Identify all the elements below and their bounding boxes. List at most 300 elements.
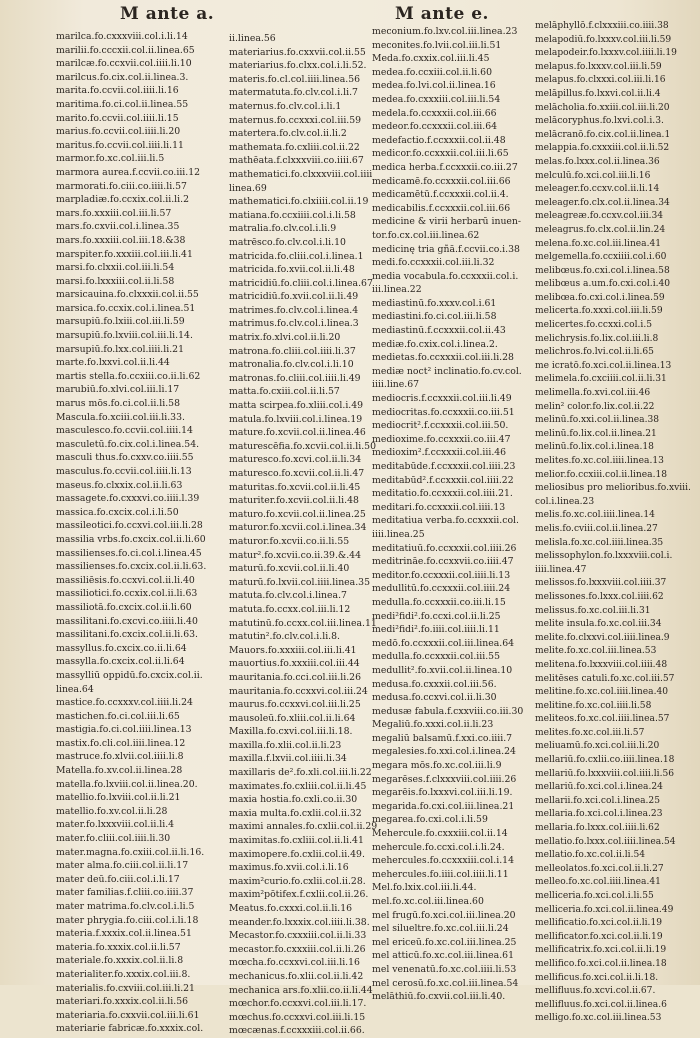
index-entry: marmorati.fo.ciii.co.iiii.li.57: [56, 180, 187, 192]
index-entry: melācholia.fo.xxiii.col.iii.li.20: [535, 102, 670, 113]
index-entry: matralia.fo.clv.col.i.li.9: [229, 223, 337, 235]
index-entry: meconites.fo.lvii.col.iii.li.51: [372, 39, 502, 51]
index-entry: meconium.fo.lxv.col.iii.linea.23: [372, 26, 518, 37]
index-entry: mellaria.fo.xci.col.i.linea.23: [535, 809, 663, 820]
index-entry: matella.fo.lxviii.col.ii.linea.20.: [56, 778, 198, 790]
index-entry: mater familias.f.cliii.co.iiii.37: [56, 887, 194, 899]
index-entry: matricidiū.fo.xvii.col.ii.li.49: [229, 291, 359, 303]
index-entry: marspiter.fo.xxxiii.col.iii.li.41: [56, 248, 193, 260]
index-entry: maturū.fo.xcvii.col.ii.li.40: [229, 563, 350, 575]
index-entry: megarea.fo.cxi.col.i.li.59: [372, 814, 488, 826]
index-entry: medeor.fo.ccxxxii.col.iii.64: [372, 121, 498, 133]
index-entry: mœcha.fo.ccxxvi.col.iii.li.16: [229, 957, 360, 969]
index-entry: mel venenatū.fo.xc.col.iiii.li.53: [372, 963, 517, 975]
index-entry: melculū.fo.xci.col.iii.li.16: [535, 170, 651, 181]
index-entry: matronalia.fo.clv.col.i.li.10: [229, 359, 354, 371]
index-entry: mœcænas.f.ccxxxiii.col.ii.66.: [229, 1025, 365, 1037]
index-entry: meander.fo.lxxxix.col.iiii.li.38.: [229, 916, 370, 928]
index-entry: maxim²curio.fo.cxlii.col.ii.28.: [229, 875, 366, 887]
index-column-1: [56, 30, 236, 1035]
index-entry: matellio.fo.lxviii.col.ii.li.21: [56, 792, 181, 804]
index-entry: massilia vrbs.fo.cxcix.col.ii.li.60: [56, 533, 206, 545]
index-entry: melinū.fo.xxi.col.ii.linea.38: [535, 415, 660, 426]
index-entry: medullit².fo.xvii.col.ii.linea.10: [372, 664, 513, 676]
index-entry: medea.fo.cxxxiii.col.iii.li.54: [372, 93, 501, 105]
index-entry: massiliotici.fo.ccxix.col.ii.li.63: [56, 588, 198, 600]
index-entry: mel ericeū.fo.xc.col.iii.linea.25: [372, 936, 517, 948]
index-entry: maximopere.fo.cxlii.col.ii.49.: [229, 848, 365, 860]
index-entry: meleagrus.fo.clx.col.ii.lin.24: [535, 224, 666, 235]
index-entry: mellifluus.fo.xcvi.col.ii.67.: [535, 986, 656, 997]
index-entry: meliuamū.fo.xci.col.iii.li.20: [535, 741, 660, 752]
index-entry: mediocris.f.ccxxxii.col.iii.li.49: [372, 393, 512, 405]
index-entry: mellificatrix.fo.xci.col.ii.li.19: [535, 945, 667, 956]
page-header-left: M ante a.: [120, 4, 215, 24]
index-entry: matuta.fo.clv.col.i.linea.7: [229, 590, 347, 602]
index-entry: melapodeir.fo.lxxxv.col.iiii.li.19: [535, 48, 677, 59]
index-entry: ii.linea.56: [229, 33, 276, 44]
index-entry: Mel.fo.lxix.col.iii.li.44.: [372, 882, 477, 894]
index-entry: melissones.fo.lxxx.col.iiii.62: [535, 591, 664, 602]
index-entry: mastix.fo.cli.col.iiii.linea.12: [56, 737, 186, 749]
index-entry: megara mōs.fo.xc.col.iii.li.9: [372, 760, 502, 772]
index-entry: medicamē.fo.ccxxxii.col.iii.66: [372, 175, 511, 187]
index-entry: medioxim².f.ccxxxii.col.iii.46: [372, 447, 507, 459]
index-entry: medea.fo.ccxiii.col.ii.li.60: [372, 66, 492, 78]
index-entry: mars.fo.cxvii.col.i.linea.35: [56, 221, 180, 233]
index-entry: mediastinū.fo.xxxv.col.i.61: [372, 297, 497, 309]
index-entry: melisla.fo.xc.col.iiii.linea.35: [535, 537, 664, 548]
index-entry: medea.fo.lvi.col.ii.linea.16: [372, 80, 496, 92]
index-entry: Maxilla.fo.cxvi.col.iii.li.18.: [229, 726, 353, 738]
index-entry: maturescēfia.fo.xcvii.col.ii.li.50: [229, 440, 377, 452]
index-column-2: [229, 32, 378, 1037]
index-entry: melāpillus.fo.lxxvi.col.ii.li.4: [535, 88, 661, 99]
index-entry: mediocrit².f.ccxxxii.col.iii.50.: [372, 420, 509, 432]
index-entry: marito.fo.ccvii.col.iiii.li.15: [56, 112, 179, 124]
index-entry: melichrysis.fo.lix.col.iii.li.8: [535, 333, 659, 344]
index-entry: matutinū.fo.ccxx.col.iii.linea.11: [229, 617, 377, 629]
index-entry: melācoryphus.fo.lxvi.col.i.3.: [535, 116, 664, 127]
index-entry: massilienses.fo.ci.col.i.linea.45: [56, 547, 202, 559]
index-entry: mature.fo.xcvii.col.ii.linea.46: [229, 427, 366, 439]
index-entry: megaliū balsamū.f.xxi.co.iiii.7: [372, 732, 513, 744]
index-entry: melena.fo.xc.col.iii.linea.41: [535, 238, 662, 249]
index-entry: mellariū.fo.lxxxviii.col.iiii.li.56: [535, 768, 675, 779]
index-entry: mathematici.fo.clxxxviii.col.iiii: [229, 168, 373, 180]
index-entry: mars.fo.xxxiii.col.iii.18.&38: [56, 234, 186, 246]
index-entry: maximi annales.fo.cxlii.col.ii.29: [229, 821, 378, 833]
index-entry: melapodiū.fo.lxxxv.col.iii.li.59: [535, 34, 672, 45]
index-entry: mater.magna.fo.cxiii.col.ii.li.16.: [56, 846, 205, 858]
index-entry: melliceria.fo.xci.col.i.li.55: [535, 891, 654, 901]
index-entry: medioxime.fo.ccxxxii.co.iii.47: [372, 433, 511, 445]
index-entry: mater matrima.fo.clv.col.i.li.5: [56, 901, 195, 912]
index-entry: mellificus.fo.xci.col.ii.li.18.: [535, 972, 659, 983]
index-entry: melitine.fo.xc.col.iiii.li.58: [535, 700, 652, 711]
index-entry: melicertes.fo.ccxxi.col.i.5: [535, 320, 653, 331]
index-entry: maturor.fo.xcvii.col.i.linea.34: [229, 522, 367, 534]
index-entry: mechanicus.fo.xlii.col.ii.li.42: [229, 970, 364, 982]
index-entry: medulla.fo.ccxxxii.col.iii.55: [372, 651, 501, 663]
index-entry: maturo.fo.xcvii.col.ii.linea.25: [229, 508, 366, 520]
index-entry: mehercule.fo.ccxi.col.i.li.24.: [372, 841, 505, 853]
index-entry: Meatus.fo.cxxxi.col.ii.li.16: [229, 903, 353, 914]
index-entry: mel.fo.xc.col.iii.linea.60: [372, 896, 484, 907]
index-entry: massylla.fo.cxcix.col.ii.li.64: [56, 656, 185, 668]
index-entry: massiliēsis.fo.ccxvi.col.ii.li.40: [56, 574, 195, 586]
index-entry: medicabilis.f.ccxxxii.col.iii.66: [372, 202, 511, 214]
index-entry: massiliotā.fo.cxcix.col.ii.li.60: [56, 601, 192, 613]
index-entry: mellariū.fo.cxlii.co.iiii.linea.18: [535, 755, 675, 766]
index-entry: mauortius.fo.xxxiii.col.iii.44: [229, 658, 360, 670]
index-entry: massileotici.fo.ccxvi.col.iii.li.28: [56, 520, 203, 532]
index-entry: materiale.fo.xxxix.col.ii.li.8: [56, 955, 184, 967]
index-entry: matta.fo.cxiii.col.ii.li.57: [229, 386, 340, 398]
index-entry: Mehercule.fo.cxxxiii.col.ii.14: [372, 828, 508, 840]
index-entry: megarēses.f.clxxxviii.col.iiii.26: [372, 773, 517, 785]
index-entry: medi²fidi².fo.ccxi.col.ii.li.25: [372, 610, 501, 622]
index-entry: medicine & virii herbarū inuen-: [372, 216, 522, 228]
index-entry: marsi.fo.clxxii.col.iii.li.54: [56, 262, 175, 274]
index-entry: matellio.fo.xv.col.ii.li.28: [56, 805, 168, 817]
index-entry: medusa.fo.ccxvi.col.ii.li.30: [372, 692, 497, 704]
index-entry: melicerta.fo.xxxi.col.iii.li.59: [535, 306, 663, 317]
index-entry: mellifico.fo.xci.col.ii.linea.18: [535, 958, 667, 969]
index-entry: medullitū.fo.ccxxxii.col.iiii.24: [372, 583, 511, 595]
index-entry: maxillaris de².fo.xli.col.iii.li.22: [229, 767, 372, 779]
index-entry: marubiū.fo.xlvi.col.iii.li.17: [56, 384, 180, 396]
index-entry: mellatio.fo.xc.col.ii.li.54: [535, 850, 646, 861]
index-entry: mehercules.fo.ccxxxiii.col.i.14: [372, 855, 514, 867]
index-entry: marpladiæ.fo.ccxix.col.ii.li.2: [56, 194, 189, 206]
index-entry: melāthiū.fo.cxvii.col.iii.li.40.: [372, 991, 506, 1003]
index-entry: meditatiua verba.fo.ccxxxii.col.: [372, 515, 519, 527]
index-entry: mellificatio.fo.xci.col.ii.li.19: [535, 918, 663, 929]
index-entry: mathemata.fo.cxliii.col.ii.22: [229, 141, 360, 153]
index-entry: maximitas.fo.cxliii.col.ii.li.41: [229, 835, 364, 847]
index-entry: megalesies.fo.xxi.col.i.linea.24: [372, 746, 516, 758]
index-entry: mater phrygia.fo.ciii.col.i.li.18: [56, 914, 199, 926]
index-entry: mastruce.fo.xlvii.col.iiii.li.8: [56, 751, 184, 763]
index-entry: maximates.fo.cxliii.col.ii.li.45: [229, 780, 367, 792]
index-entry: materiari.fo.xxxix.col.ii.li.56: [56, 996, 189, 1008]
index-entry: medietas.fo.ccxxxii.col.iii.li.28: [372, 352, 514, 364]
index-entry: melinū.fo.lix.col.i.linea.18: [535, 442, 654, 453]
index-entry: materiarius.fo.cxxvii.col.ii.55: [229, 46, 366, 58]
index-entry: mauritania.fo.cci.col.iii.li.26: [229, 671, 362, 683]
index-entry: matula.fo.lxviii.col.i.linea.19: [229, 413, 363, 425]
index-entry: marsica.fo.ccxix.col.i.linea.51: [56, 302, 196, 314]
index-entry: marilca.fo.cxxxviii.col.i.li.14: [56, 31, 188, 42]
index-entry: mater.fo.lxxxviii.col.ii.li.4: [56, 819, 175, 831]
index-entry: meditor.fo.ccxxxii.col.iiii.li.13: [372, 569, 511, 581]
index-entry: mœchor.fo.ccxxvi.col.iii.li.17.: [229, 998, 367, 1010]
index-entry: matrimes.fo.clv.col.i.linea.4: [229, 304, 359, 316]
index-entry: melitēses catuli.fo.xc.col.iii.57: [535, 673, 675, 684]
index-entry: iii.linea.22: [372, 284, 422, 296]
index-entry: maturitas.fo.xcvii.col.ii.li.45: [229, 481, 361, 493]
index-entry: marus mōs.fo.ci.col.ii.li.58: [56, 398, 180, 410]
index-entry: matrimus.fo.clv.col.i.linea.3: [229, 318, 359, 330]
index-entry: medicamētū.f.ccxxxii.col.ii.4.: [372, 189, 509, 201]
index-entry: mastichen.fo.ci.col.iii.li.65: [56, 710, 180, 722]
index-entry: mater deū.fo.ciii.col.i.li.17: [56, 873, 180, 885]
index-entry: massilitani.fo.cxcvi.co.iiii.li.40: [56, 615, 198, 627]
index-entry: melgemella.fo.ccxiiii.col.i.60: [535, 252, 667, 263]
index-entry: melimella.fo.xvi.col.iii.46: [535, 388, 651, 399]
index-entry: mastice.fo.ccxxxv.col.iiii.li.24: [56, 697, 193, 709]
index-entry: Mauors.fo.xxxiii.col.iii.li.41: [229, 644, 357, 656]
index-entry: maturor.fo.xcvii.co.ii.li.55: [229, 535, 350, 547]
index-entry: mœchus.fo.ccxxvi.col.iii.li.15: [229, 1011, 366, 1023]
index-entry: melimela.fo.cxciiii.col.ii.li.31: [535, 374, 667, 385]
index-entry: marmor.fo.xc.col.iii.li.5: [56, 153, 165, 165]
index-entry: maternus.fo.ccxxxi.col.iii.59: [229, 114, 362, 126]
index-entry: maxilla.fo.xlii.col.ii.li.23: [229, 739, 342, 751]
index-entry: mellaria.fo.lxxx.col.iiii.li.62: [535, 823, 660, 834]
index-entry: maxilla.f.lxvii.col.iiii.li.34: [229, 753, 347, 765]
index-entry: materia.f.xxxix.col.ii.linea.51: [56, 928, 192, 940]
index-entry: matricida.fo.xvii.col.ii.li.48: [229, 264, 355, 276]
index-entry: medi²fidi².fo.iiii.col.iiii.li.11: [372, 624, 500, 636]
index-entry: mellarii.fo.xci.col.i.linea.25: [535, 795, 660, 806]
index-entry: massilienses.fo.cxcix.col.ii.li.63.: [56, 561, 207, 573]
index-entry: materiarie fabricæ.fo.xxxix.col.: [56, 1023, 204, 1035]
index-entry: media vocabula.fo.ccxxxii.col.i.: [372, 270, 519, 282]
index-entry: marius.fo.ccvii.col.iiii.li.20: [56, 126, 181, 138]
index-entry: melapus.fo.clxxxi.col.iii.li.16: [535, 75, 666, 86]
index-entry: mel frugū.fo.xci.col.iii.linea.20: [372, 909, 516, 921]
index-entry: marilcæ.fo.ccxvii.col.iiii.li.10: [56, 58, 192, 70]
index-entry: massica.fo.cxcix.col.i.li.50: [56, 506, 179, 518]
index-entry: matiana.fo.ccxiiii.col.i.li.58: [229, 209, 356, 221]
index-entry: medela.fo.ccxxxii.col.iii.66: [372, 107, 497, 119]
index-entry: melibœus.fo.cxi.col.i.linea.58: [535, 265, 670, 276]
index-entry: maritus.fo.ccvii.col.iiii.li.11: [56, 139, 184, 151]
index-entry: meditatiuū.fo.ccxxxii.col.iiii.26: [372, 542, 517, 554]
index-entry: medi.fo.ccxxxii.col.iii.li.32: [372, 257, 495, 269]
index-entry: medō.fo.ccxxxii.col.iii.linea.64: [372, 637, 515, 649]
index-entry: mel cerosū.fo.xc.col.iii.linea.54: [372, 977, 519, 989]
index-entry: melas.fo.lxxx.col.ii.linea.36: [535, 156, 660, 167]
index-entry: maturū.fo.lxvii.col.iiii.linea.35: [229, 576, 371, 588]
index-entry: masculus.fo.ccvii.col.iiii.li.13: [56, 466, 192, 477]
index-entry: maseus.fo.clxxix.col.ii.li.63: [56, 479, 183, 491]
index-entry: mecastor.fo.cxxxiii.col.ii.li.26: [229, 943, 366, 955]
index-entry: mausoleū.fo.xliii.col.ii.li.64: [229, 712, 356, 724]
index-entry: mehercules.fo.iiii.col.iiii.li.11: [372, 868, 509, 880]
index-entry: tor.fo.cx.col.iii.linea.62: [372, 229, 480, 241]
index-entry: melin² color.fo.lix.col.ii.22: [535, 401, 655, 412]
index-entry: iiii.linea.47: [535, 564, 587, 575]
index-entry: melissophylon.fo.lxxxviii.col.i.: [535, 551, 673, 562]
index-entry: marte.fo.lxxvi.col.ii.li.44: [56, 357, 170, 369]
index-entry: maturesco.fo.xcvii.col.ii.li.47: [229, 468, 365, 479]
index-entry: melis.fo.cviii.col.ii.linea.27: [535, 523, 658, 534]
index-entry: matricidiū.fo.cliii.col.i.linea.67: [229, 277, 373, 289]
index-entry: matutin².fo.clv.col.i.li.8.: [229, 631, 341, 643]
index-entry: maturiter.fo.xcvii.col.ii.li.48: [229, 495, 359, 507]
index-entry: meditrināe.fo.ccxxvii.co.iiii.47: [372, 556, 514, 568]
index-entry: mediastini.fo.ci.col.iii.li.58: [372, 311, 497, 323]
index-entry: me icratō.fo.xci.col.ii.linea.13: [535, 360, 672, 371]
index-entry: marsupiū.fo.lxx.col.iiii.li.21: [56, 343, 184, 355]
index-entry: marilii.fo.cccxii.col.ii.linea.65: [56, 44, 195, 56]
index-entry: marsupiū.fo.lxviii.col.iii.li.14.: [56, 330, 193, 342]
index-entry: mellificator.fo.xci.col.ii.li.19: [535, 931, 663, 942]
index-entry: melleolatos.fo.xci.col.ii.li.27: [535, 863, 664, 874]
index-entry: matur².fo.xcvii.co.ii.39.&.44: [229, 549, 361, 561]
index-entry: Mecastor.fo.cxxxiii.col.ii.li.33: [229, 930, 367, 942]
index-entry: mellifluus.fo.xci.col.ii.linea.6: [535, 999, 667, 1010]
index-entry: marsicauina.fo.clxxxii.col.ii.55: [56, 289, 199, 301]
index-entry: mediæ.fo.cxix.col.i.linea.2.: [372, 338, 498, 350]
index-entry: maxia hostia.fo.cxli.co.ii.30: [229, 794, 358, 806]
index-entry: materialiter.fo.xxxix.col.iii.8.: [56, 968, 191, 980]
index-entry: maurus.fo.ccxxvi.col.iii.li.25: [229, 699, 361, 711]
index-entry: massylliū oppidū.fo.cxcix.col.ii.: [56, 669, 203, 681]
index-entry: matricida.fo.cliii.col.i.linea.1: [229, 250, 364, 262]
index-entry: melibœus a.um.fo.cxi.col.i.40: [535, 279, 671, 290]
index-entry: melitena.fo.lxxxviii.col.iiii.48: [535, 659, 668, 670]
index-entry: maxia multa.fo.cxlii.col.ii.32: [229, 807, 362, 819]
index-entry: melichros.fo.lvi.col.ii.li.65: [535, 347, 654, 358]
index-entry: melissus.fo.xc.col.iii.li.31: [535, 605, 651, 616]
index-entry: melapus.fo.lxxxv.col.iii.li.59: [535, 61, 662, 72]
index-entry: massagete.fo.cxxxvi.co.iiii.l.39: [56, 493, 200, 505]
index-entry: melites.fo.xc.col.iiii.linea.13: [535, 456, 664, 466]
index-entry: linea.64: [56, 683, 94, 695]
index-entry: maritima.fo.ci.col.ii.linea.55: [56, 98, 189, 110]
index-entry: marita.fo.ccvii.col.iiii.li.16: [56, 85, 179, 97]
index-entry: medica herba.f.ccxxxii.co.iii.27: [372, 161, 518, 173]
index-entry: mediæ noct² inclinatio.fo.cv.col.: [372, 365, 522, 377]
index-entry: marilcus.fo.cix.col.ii.linea.3.: [56, 71, 189, 83]
index-entry: matermatuta.fo.clv.col.i.li.7: [229, 87, 358, 99]
index-entry: melite insula.fo.xc.col.iii.34: [535, 619, 662, 630]
index-entry: melior.fo.ccxiii.col.ii.linea.18: [535, 469, 668, 480]
index-entry: matronas.fo.cliii.col.iiii.li.49: [229, 372, 361, 384]
index-entry: marmora aurea.f.ccvii.co.iii.12: [56, 166, 201, 178]
index-entry: linea.69: [229, 182, 267, 194]
index-entry: matrona.fo.cliii.col.iiii.li.37: [229, 345, 356, 357]
index-column-4: [535, 20, 695, 1024]
index-entry: meditatio.fo.ccxxxii.col.iiii.21.: [372, 488, 513, 500]
index-entry: melite.fo.xc.col.iii.linea.53: [535, 646, 657, 657]
index-entry: materia.fo.xxxix.col.ii.li.57: [56, 941, 181, 953]
index-entry: melitine.fo.xc.col.iiii.linea.40: [535, 687, 669, 698]
index-entry: melissos.fo.lxxxviii.col.iiii.37: [535, 578, 667, 589]
index-entry: iiii.line.67: [372, 379, 420, 391]
index-entry: mater alma.fo.ciii.col.ii.li.17: [56, 860, 189, 872]
index-entry: megarēis.fo.lxxxvi.col.iii.li.19.: [372, 787, 513, 799]
index-entry: mastigia.fo.ci.col.iiii.linea.13: [56, 724, 192, 736]
index-entry: mel atticū.fo.xc.col.iii.linea.61: [372, 950, 514, 962]
index-entry: medulla.fo.ccxxxii.co.iii.li.15: [372, 596, 506, 608]
index-entry: meleager.fo.clx.col.ii.linea.34: [535, 197, 670, 208]
index-entry: melāphyllō.f.clxxxiii.co.iiii.38: [535, 21, 669, 31]
index-entry: mauritania.fo.ccxxvi.col.iii.24: [229, 685, 368, 697]
index-entry: mediastinū.f.ccxxxii.col.ii.43: [372, 325, 506, 337]
index-column-3: [372, 25, 537, 1003]
index-entry: Mascula.fo.xciii.col.iii.li.33.: [56, 411, 185, 423]
index-entry: meditari.fo.ccxxxii.col.iiii.13: [372, 501, 506, 513]
index-entry: masculetū.fo.cix.col.i.linea.54.: [56, 438, 200, 450]
index-entry: Megaliū.fo.xxxi.col.ii.li.23: [372, 719, 494, 731]
index-entry: medicinę tria gñā.f.ccvii.co.i.38: [372, 243, 520, 255]
index-entry: mel silueltre.fo.xc.col.iii.li.24: [372, 923, 509, 935]
index-entry: melinū.fo.lix.col.ii.linea.21: [535, 428, 657, 439]
index-entry: medusæ fabula.f.cxxviii.co.iii.30: [372, 705, 524, 717]
index-entry: melibœa.fo.cxi.col.i.linea.59: [535, 292, 665, 303]
index-entry: megarida.fo.cxi.col.iii.linea.21: [372, 800, 515, 812]
index-entry: mathēata.f.clxxxviii.co.iiii.67: [229, 155, 364, 167]
index-entry: Matella.fo.xv.col.ii.linea.28: [56, 765, 183, 777]
index-entry: matuta.fo.ccxx.col.iii.li.12: [229, 603, 351, 615]
index-entry: mellatio.fo.lxxx.col.iiii.linea.54: [535, 836, 676, 847]
index-entry: meditabūde.f.ccxxxii.col.iiii.23: [372, 461, 516, 472]
index-entry: martis stella.fo.ccxiii.co.ii.li.62: [56, 370, 201, 382]
index-entry: maximus.fo.xvii.col.i.li.16: [229, 862, 349, 874]
index-entry: masculi thus.fo.cxxv.co.iiii.55: [56, 452, 194, 464]
index-entry: melācranō.fo.cix.col.ii.linea.1: [535, 129, 671, 140]
index-entry: Meda.fo.cxxix.col.iii.li.45: [372, 53, 490, 65]
index-entry: col.i.linea.23: [535, 496, 595, 507]
index-entry: meleagreæ.fo.ccxv.col.iii.34: [535, 211, 664, 222]
index-entry: mathematici.fo.clxiiii.col.ii.19: [229, 196, 369, 208]
index-entry: meliteos.fo.xc.col.iiii.linea.57: [535, 714, 670, 725]
index-entry: medusa.fo.cxxxii.col.iii.56.: [372, 678, 497, 690]
index-entry: marsi.fo.lxxxiii.col.ii.li.58: [56, 275, 175, 287]
index-entry: melite.fo.clxxvi.col.iiii.linea.9: [535, 632, 670, 643]
index-entry: mars.fo.xxxiii.col.iii.li.57: [56, 207, 172, 219]
index-entry: marsupiū.fo.lxiii.col.iii.li.59: [56, 316, 185, 328]
index-entry: melliceria.fo.xci.col.ii.linea.49: [535, 904, 674, 915]
index-entry: melites.fo.xc.col.iii.li.57: [535, 727, 645, 738]
index-entry: meditabūd².f.ccxxxii.col.iiii.22: [372, 474, 514, 486]
index-entry: materis.fo.cl.col.iiii.linea.56: [229, 73, 361, 85]
index-entry: maternus.fo.clv.col.i.li.1: [229, 100, 342, 112]
index-entry: medefactio.f.ccxxxii.col.ii.48: [372, 134, 506, 146]
index-entry: melis.fo.xc.col.iiii.linea.14: [535, 510, 655, 521]
index-entry: mater.fo.cliii.col.iiii.li.30: [56, 833, 171, 845]
index-entry: meleager.fo.ccxv.col.ii.li.14: [535, 184, 660, 195]
page-header-right: M ante e.: [395, 4, 489, 24]
index-entry: materialis.fo.cxviii.col.iii.li.21: [56, 982, 195, 994]
index-entry: mediocritas.fo.ccxxxii.co.iii.51: [372, 406, 515, 418]
index-entry: meliosibus pro melioribus.fo.xviii.: [535, 483, 691, 494]
index-entry: iiii.linea.25: [372, 528, 425, 540]
index-entry: materiarius.fo.clxx.col.i.li.52.: [229, 60, 367, 72]
index-entry: massilitani.fo.cxcix.col.ii.li.63.: [56, 629, 198, 641]
index-entry: maturesco.fo.xcvi.col.ii.li.34: [229, 454, 362, 466]
index-entry: matrēsco.fo.clv.col.i.li.10: [229, 236, 346, 248]
index-entry: matrix.fo.xlvi.col.ii.li.20: [229, 332, 341, 344]
index-entry: melligo.fo.xc.col.iii.linea.53: [535, 1013, 662, 1024]
index-entry: matta scirpea.fo.xliii.col.i.49: [229, 400, 364, 412]
index-entry: mellariū.fo.xci.col.i.linea.24: [535, 782, 663, 793]
index-entry: medicor.fo.ccxxxii.col.iii.li.65: [372, 148, 509, 160]
index-entry: masculesco.fo.ccvii.col.iiii.14: [56, 425, 193, 437]
index-entry: matertera.fo.clv.col.ii.li.2: [229, 128, 347, 140]
index-entry: melappia.fo.cxxxiii.col.ii.li.52: [535, 143, 670, 154]
index-entry: maxim²pōtifex.f.cxlii.col.ii.26.: [229, 889, 369, 901]
index-entry: massyllus.fo.cxcix.co.ii.li.64: [56, 642, 187, 654]
index-entry: mechanica ars.fo.xlii.co.ii.li.44: [229, 984, 373, 996]
index-entry: materiaria.fo.cxxvii.col.iii.li.61: [56, 1009, 200, 1021]
index-entry: melleo.fo.xc.col.iiii.linea.41: [535, 877, 661, 888]
